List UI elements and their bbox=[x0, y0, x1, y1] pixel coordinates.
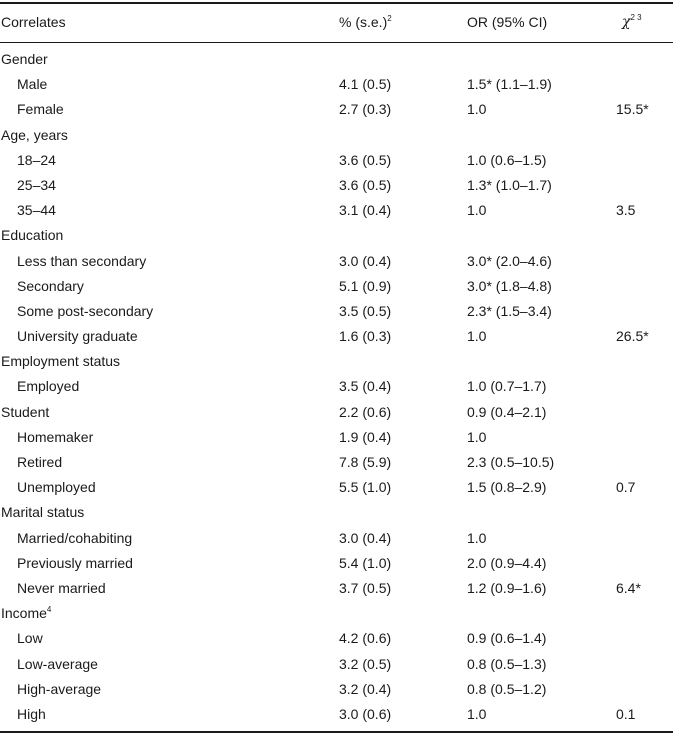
row-percent: 3.0 (0.4) bbox=[339, 529, 392, 546]
table-row bbox=[0, 551, 673, 576]
row-percent: 3.2 (0.5) bbox=[339, 655, 392, 672]
row-percent: 1.6 (0.3) bbox=[339, 328, 392, 345]
table-row bbox=[0, 324, 673, 349]
row-label-text: Gender bbox=[1, 51, 48, 67]
row-label-text: 25–34 bbox=[17, 176, 56, 193]
table-row bbox=[0, 349, 673, 374]
table-row bbox=[0, 173, 673, 198]
row-label-text: University graduate bbox=[17, 328, 138, 345]
row-label bbox=[17, 278, 84, 294]
row-label bbox=[1, 227, 63, 243]
header-percent bbox=[339, 14, 392, 30]
row-label-text: Education bbox=[1, 227, 64, 244]
row-odds-ratio: 0.8 (0.5–1.2) bbox=[467, 680, 547, 697]
row-label-text: Never married bbox=[17, 579, 106, 596]
table-row bbox=[0, 198, 673, 223]
table-row bbox=[0, 148, 673, 173]
row-label-text: Low bbox=[17, 630, 43, 647]
table-row bbox=[0, 601, 673, 626]
row-odds-ratio: 2.3 (0.5–10.5) bbox=[467, 454, 555, 470]
row-label bbox=[17, 202, 56, 218]
row-label bbox=[17, 303, 153, 319]
row-label bbox=[17, 706, 46, 722]
row-percent: 5.5 (1.0) bbox=[339, 479, 392, 496]
table-row bbox=[0, 677, 673, 702]
row-percent: 2.7 (0.3) bbox=[339, 101, 392, 118]
table-row bbox=[0, 450, 673, 475]
row-odds-ratio: 1.0 bbox=[467, 428, 487, 445]
row-label-text: Secondary bbox=[17, 277, 84, 294]
row-label bbox=[1, 404, 49, 420]
row-percent: 3.7 (0.5) bbox=[339, 579, 392, 596]
row-percent: 7.8 (5.9) bbox=[339, 454, 392, 470]
row-label bbox=[1, 51, 48, 67]
row-label-sup: 4 bbox=[46, 605, 52, 615]
table-row bbox=[0, 702, 673, 727]
row-odds-ratio: 1.0 bbox=[467, 529, 487, 546]
table-row bbox=[0, 400, 673, 425]
row-percent: 3.5 (0.5) bbox=[339, 302, 392, 319]
row-odds-ratio: 1.0 bbox=[467, 202, 487, 219]
header-rule bbox=[0, 42, 673, 43]
row-label bbox=[17, 530, 132, 546]
table-row bbox=[0, 299, 673, 324]
row-label bbox=[1, 605, 51, 621]
header-percent-sup: 2 bbox=[387, 14, 392, 23]
row-percent: 5.4 (1.0) bbox=[339, 554, 392, 571]
row-label-text: Income bbox=[1, 605, 47, 622]
row-chi-square: 3.5 bbox=[616, 202, 636, 219]
row-label bbox=[17, 101, 64, 117]
row-odds-ratio: 1.5 (0.8–2.9) bbox=[467, 479, 547, 496]
table-header bbox=[0, 4, 673, 42]
table-row bbox=[0, 249, 673, 274]
row-percent: 5.1 (0.9) bbox=[339, 277, 392, 294]
row-label bbox=[17, 479, 96, 495]
row-percent: 3.1 (0.4) bbox=[339, 202, 392, 219]
table-row bbox=[0, 223, 673, 248]
row-chi-square: 26.5* bbox=[616, 328, 649, 345]
row-label-text: Less than secondary bbox=[17, 252, 147, 269]
header-chi-sup: 2 3 bbox=[630, 13, 642, 22]
header-chi-square bbox=[622, 14, 642, 30]
row-label bbox=[17, 253, 146, 269]
table-row bbox=[0, 626, 673, 651]
row-percent: 3.5 (0.4) bbox=[339, 378, 392, 395]
table-row bbox=[0, 374, 673, 399]
table-row bbox=[0, 500, 673, 525]
table-row bbox=[0, 97, 673, 122]
row-odds-ratio: 1.3* (1.0–1.7) bbox=[467, 176, 552, 193]
row-odds-ratio: 2.3* (1.5–3.4) bbox=[467, 302, 552, 319]
row-label-text: Unemployed bbox=[17, 479, 96, 496]
row-percent: 4.2 (0.6) bbox=[339, 630, 392, 647]
table-row bbox=[0, 274, 673, 299]
row-percent: 3.6 (0.5) bbox=[339, 176, 392, 193]
row-label bbox=[1, 127, 68, 143]
row-odds-ratio: 0.9 (0.4–2.1) bbox=[467, 403, 547, 420]
row-percent: 1.9 (0.4) bbox=[339, 428, 392, 445]
table-row bbox=[0, 576, 673, 601]
row-label-text: Married/cohabiting bbox=[17, 529, 133, 546]
table-body bbox=[0, 47, 673, 727]
table-row bbox=[0, 123, 673, 148]
row-label bbox=[17, 630, 43, 646]
row-label bbox=[17, 177, 56, 193]
row-label bbox=[17, 656, 98, 672]
row-label-text: Employed bbox=[17, 378, 80, 395]
table-row bbox=[0, 652, 673, 677]
row-percent: 3.0 (0.6) bbox=[339, 705, 392, 722]
row-percent: 3.6 (0.5) bbox=[339, 151, 392, 168]
row-label-text: Previously married bbox=[17, 554, 133, 571]
row-label-text: Retired bbox=[17, 454, 63, 470]
row-label bbox=[17, 454, 62, 470]
row-chi-square: 0.1 bbox=[616, 705, 636, 722]
row-odds-ratio: 1.0 (0.6–1.5) bbox=[467, 151, 547, 168]
row-label bbox=[17, 429, 93, 445]
row-odds-ratio: 2.0 (0.9–4.4) bbox=[467, 554, 547, 571]
row-label bbox=[17, 328, 138, 344]
row-percent: 2.2 (0.6) bbox=[339, 403, 392, 420]
row-label-text: High bbox=[17, 705, 46, 722]
row-label-text: Some post-secondary bbox=[17, 302, 154, 319]
row-label-text: Student bbox=[1, 403, 50, 420]
row-label-text: Female bbox=[17, 101, 64, 118]
header-chi-text: χ bbox=[622, 14, 631, 30]
row-percent: 3.0 (0.4) bbox=[339, 252, 392, 269]
row-label bbox=[1, 353, 120, 369]
row-odds-ratio: 1.0 (0.7–1.7) bbox=[467, 378, 547, 395]
row-label bbox=[17, 152, 56, 168]
table-row bbox=[0, 526, 673, 551]
row-label-text: 18–24 bbox=[17, 151, 56, 168]
row-odds-ratio: 1.0 bbox=[467, 328, 487, 345]
row-odds-ratio: 0.9 (0.6–1.4) bbox=[467, 630, 547, 647]
row-label bbox=[17, 76, 47, 92]
header-percent-text: % (s.e.) bbox=[339, 14, 388, 30]
row-odds-ratio: 1.5* (1.1–1.9) bbox=[467, 76, 552, 93]
row-odds-ratio: 3.0* (1.8–4.8) bbox=[467, 277, 552, 294]
row-odds-ratio: 0.8 (0.5–1.3) bbox=[467, 655, 547, 672]
row-odds-ratio: 1.0 bbox=[467, 705, 487, 722]
row-label-text: Employment status bbox=[1, 353, 121, 370]
row-label-text: Low-average bbox=[17, 655, 98, 672]
row-label bbox=[1, 504, 84, 520]
row-label-text: Age, years bbox=[1, 126, 68, 143]
table-row bbox=[0, 425, 673, 450]
row-label bbox=[17, 681, 101, 697]
row-percent: 3.2 (0.4) bbox=[339, 680, 392, 697]
row-label bbox=[17, 378, 79, 394]
header-odds-ratio: OR (95% CI) bbox=[467, 14, 548, 30]
row-odds-ratio: 3.0* (2.0–4.6) bbox=[467, 252, 552, 269]
row-percent: 4.1 (0.5) bbox=[339, 76, 392, 93]
row-label bbox=[17, 580, 106, 596]
table-row bbox=[0, 47, 673, 72]
row-label-text: Marital status bbox=[1, 504, 85, 521]
table-row bbox=[0, 72, 673, 97]
row-odds-ratio: 1.0 bbox=[467, 101, 487, 118]
row-chi-square: 0.7 bbox=[616, 479, 636, 496]
bottom-rule bbox=[0, 731, 673, 733]
row-odds-ratio: 1.2 (0.9–1.6) bbox=[467, 579, 547, 596]
header-correlates: Correlates bbox=[1, 14, 66, 30]
row-label-text: High-average bbox=[17, 680, 102, 697]
row-label-text: 35–44 bbox=[17, 202, 56, 219]
row-label bbox=[17, 555, 133, 571]
row-chi-square: 6.4* bbox=[616, 579, 641, 596]
row-chi-square: 15.5* bbox=[616, 101, 649, 118]
row-label-text: Male bbox=[17, 76, 48, 93]
row-label-text: Homemaker bbox=[17, 428, 94, 445]
table-row bbox=[0, 475, 673, 500]
